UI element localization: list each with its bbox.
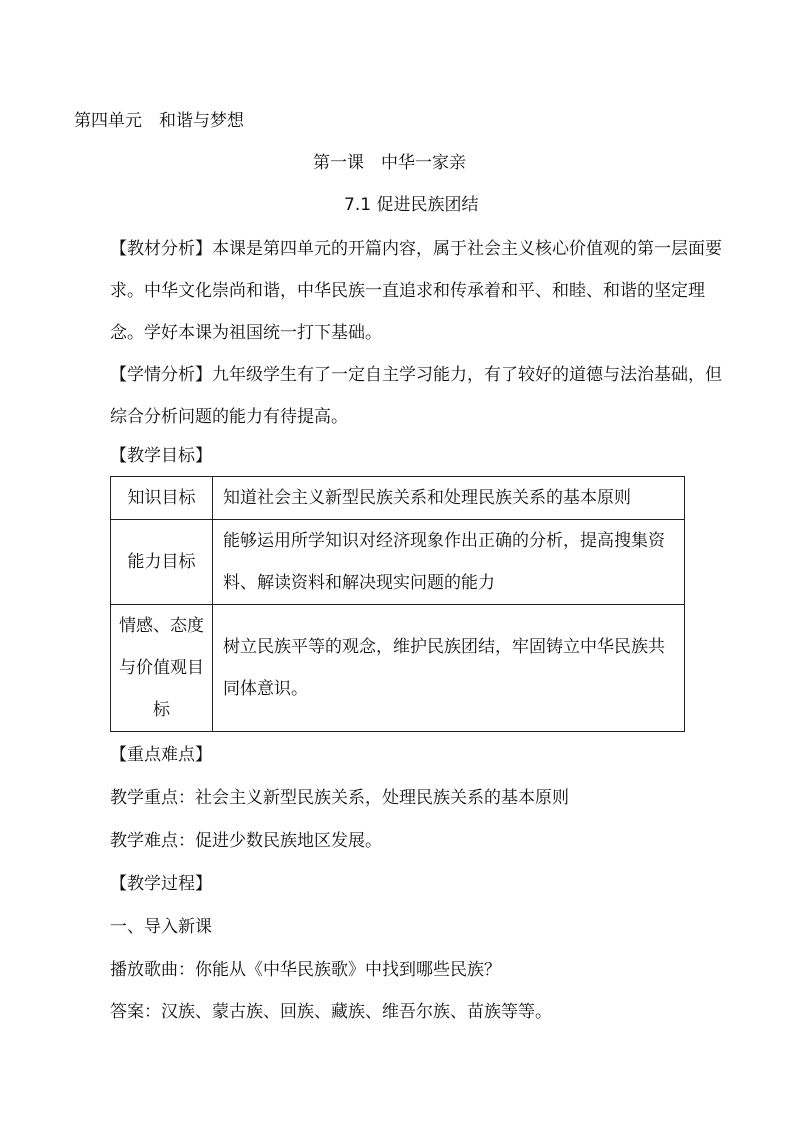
goal-label-emotion: 情感、态度与价值观目标 bbox=[111, 605, 213, 732]
section-title: 7.1 促进民族团结 bbox=[344, 195, 479, 215]
process-step-intro: 一、导入新课 bbox=[110, 917, 212, 937]
teaching-goals-table bbox=[110, 476, 685, 732]
teaching-focus: 教学重点：社会主义新型民族关系，处理民族关系的基本原则 bbox=[110, 788, 569, 808]
student-analysis-label: 【学情分析】 bbox=[110, 365, 212, 385]
goal-label-knowledge: 知识目标 bbox=[111, 477, 213, 520]
student-analysis-text: 九年级学生有了一定自主学习能力，有了较好的道德与法治基础，但综合分析问题的能力有待提高。 bbox=[110, 365, 722, 427]
teaching-process-heading: 【教学过程】 bbox=[110, 874, 212, 894]
teaching-difficulty: 教学难点：促进少数民族地区发展。 bbox=[110, 831, 382, 851]
unit-title: 第四单元 和谐与梦想 bbox=[74, 111, 244, 131]
material-analysis-paragraph bbox=[110, 228, 728, 354]
song-answer: 答案：汉族、蒙古族、回族、藏族、维吾尔族、苗族等等。 bbox=[110, 1002, 552, 1022]
goal-content-emotion: 树立民族平等的观念，维护民族团结，牢固铸立中华民族共同体意识。 bbox=[213, 605, 685, 732]
goal-content-knowledge: 知道社会主义新型民族关系和处理民族关系的基本原则 bbox=[213, 477, 685, 520]
teaching-goals-heading: 【教学目标】 bbox=[110, 446, 212, 466]
lesson-title: 第一课 中华一家亲 bbox=[313, 153, 466, 173]
goal-label-ability: 能力目标 bbox=[111, 520, 213, 605]
material-analysis-text: 本课是第四单元的开篇内容，属于社会主义核心价值观的第一层面要求。中华文化崇尚和谐，中华民族一直追求和传承着和平、和睦、和谐的坚定理念。学好本课为祖国统一打下基础。 bbox=[110, 239, 722, 343]
student-analysis-paragraph bbox=[110, 354, 728, 438]
material-analysis-label: 【教材分析】 bbox=[110, 239, 212, 259]
table-row bbox=[111, 520, 685, 605]
song-question: 播放歌曲：你能从《中华民族歌》中找到哪些民族？ bbox=[110, 960, 501, 980]
table-row bbox=[111, 477, 685, 520]
goal-content-ability: 能够运用所学知识对经济现象作出正确的分析，提高搜集资料、解读资料和解决现实问题的能力 bbox=[213, 520, 685, 605]
table-row bbox=[111, 605, 685, 732]
key-points-heading: 【重点难点】 bbox=[110, 745, 212, 765]
